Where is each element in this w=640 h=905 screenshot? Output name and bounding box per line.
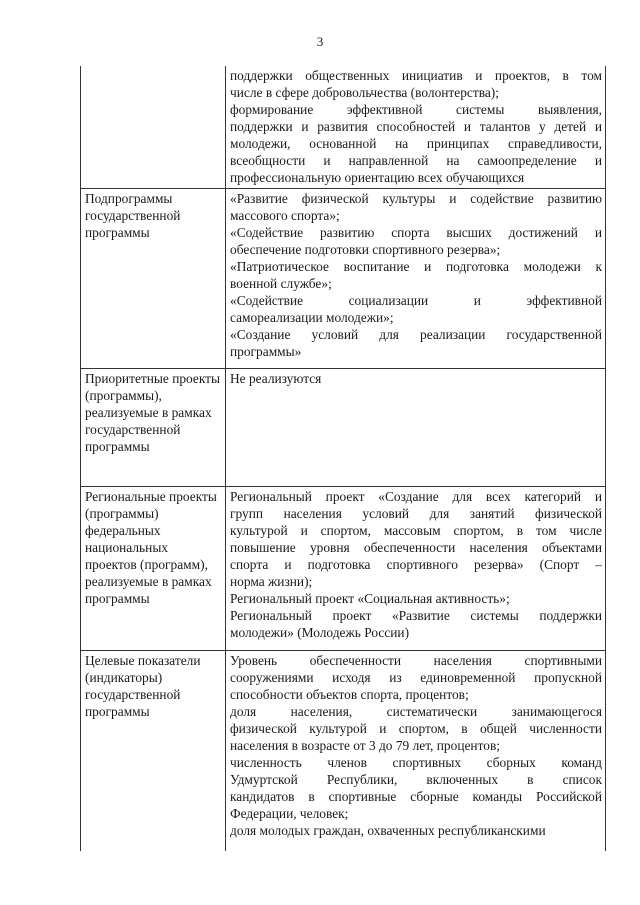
value-line: обеспечение подготовки спортивного резерва»; [230, 242, 501, 257]
value-line: формирование эффективной системы выявления, [230, 102, 602, 117]
value-line: программы» [230, 344, 302, 359]
value-line: военной службе»; [230, 276, 332, 291]
value-line: «Патриотическое воспитание и подготовка молодежи к [230, 259, 602, 274]
row-value [226, 487, 606, 651]
table-row [81, 651, 606, 851]
value-line: поддержки и развития способностей и талантов у детей и [230, 119, 602, 134]
value-line: физической культурой и спортом, в общей численности [230, 721, 602, 736]
row-label: Целевые показатели (индикаторы) государственной программы [81, 651, 226, 851]
passport-table [80, 66, 606, 851]
row-label: Подпрограммы государственной программы [81, 189, 226, 369]
value-line: профессиональную ориентацию всех обучающихся [230, 170, 525, 185]
row-label: Региональные проекты (программы) федеральных национальных проектов (программ), реализуемые в рамках программы [81, 487, 226, 651]
row-value [226, 189, 606, 369]
value-line: культурой и спортом, массовым спортом, в том числе [230, 523, 602, 538]
value-line: поддержки общественных инициатив и проектов, в том [230, 68, 602, 83]
value-line: населения в возрасте от 3 до 79 лет, процентов; [230, 738, 501, 753]
table-row [81, 189, 606, 369]
table-row [81, 66, 606, 189]
value-line: всеобщности и направленной на самоопределение и [230, 153, 602, 168]
value-line: Не реализуются [230, 371, 322, 386]
value-line: молодежи» (Молодежь России) [230, 625, 410, 640]
row-label [81, 66, 226, 189]
row-value [226, 66, 606, 189]
value-line: спорта и подготовка спортивного резерва» (Спорт – [230, 557, 602, 572]
value-line: Региональный проект «Создание для всех категорий и [230, 489, 602, 504]
row-value [226, 651, 606, 851]
value-line: способности объектов спорта, процентов; [230, 687, 469, 702]
value-line: Региональный проект «Развитие системы поддержки [230, 608, 602, 623]
page-number: 3 [316, 34, 324, 49]
value-line: Уровень обеспеченности населения спортивными [230, 653, 602, 668]
value-line: доля молодых граждан, охваченных республиканскими [230, 823, 546, 838]
row-label: Приоритетные проекты (программы), реализуемые в рамках государственной программы [81, 369, 226, 487]
value-line: доля населения, систематически занимающегося [230, 704, 602, 719]
value-line: «Развитие физической культуры и содействие развитию [230, 191, 602, 206]
value-line: Удмуртской Республики, включенных в список [230, 772, 602, 787]
value-line: Федерации, человек; [230, 806, 349, 821]
value-line: массового спорта»; [230, 208, 340, 223]
value-line: самореализации молодежи»; [230, 310, 394, 325]
value-line: Региональный проект «Социальная активность»; [230, 591, 510, 606]
value-line: сооружениями исходя из единовременной пропускной [230, 670, 602, 685]
row-value [226, 369, 606, 487]
value-line: кандидатов в спортивные сборные команды Российской [230, 789, 602, 804]
value-line: числе в сфере добровольчества (волонтерства); [230, 85, 499, 100]
value-line: «Содействие развитию спорта высших достижений и [230, 225, 602, 240]
value-line: «Содействие социализации и эффективной [230, 293, 602, 308]
value-line: «Создание условий для реализации государственной [230, 327, 602, 342]
table-row [81, 487, 606, 651]
value-line: молодежи, основанной на принципах справедливости, [230, 136, 602, 151]
value-line: групп населения условий для занятий физической [230, 506, 602, 521]
value-line: численность членов спортивных сборных команд [230, 755, 602, 770]
value-line: норма жизни); [230, 574, 313, 589]
value-line: повышение уровня обеспеченности населения объектами [230, 540, 602, 555]
table-row [81, 369, 606, 487]
